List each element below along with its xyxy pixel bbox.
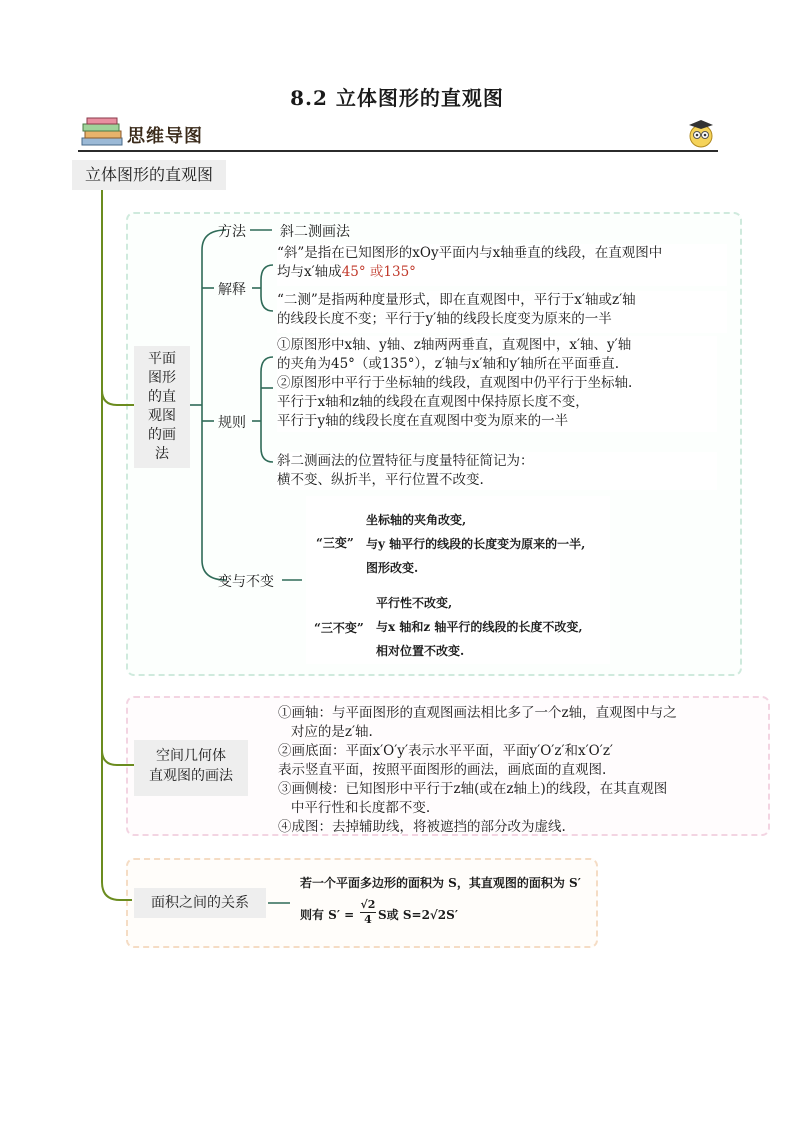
area-line2-rest: S或 S=2√2S′ — [378, 908, 458, 922]
three-nochange-item: 与x 轴和z 轴平行的线段的长度不改变, — [376, 620, 583, 634]
node-line: 法 — [155, 446, 169, 462]
text-line: 平行于y轴的线段长度在直观图中变为原来的一半 — [277, 413, 569, 429]
text-line: 横不变、纵折半，平行位置不改变. — [277, 472, 484, 488]
text-line: “二测”是指两种度量形式，即在直观图中，平行于x′轴或z′轴 — [277, 292, 636, 308]
node-line: 的画 — [148, 427, 176, 443]
rules-label: 规则 — [218, 415, 246, 431]
change-label: 变与不变 — [218, 574, 274, 590]
highlight-angle: 45° 或135° — [341, 264, 416, 280]
three-change-item: 坐标轴的夹角改变, — [366, 513, 467, 527]
explain-label: 解释 — [218, 282, 246, 298]
three-change-item: 图形改变. — [366, 561, 419, 575]
three-change-label: “三变” — [316, 536, 354, 550]
text-line: 平行于x轴和z轴的线段在直观图中保持原长度不变， — [277, 394, 589, 410]
page-title: 8.2 立体图形的直观图 — [290, 86, 504, 110]
section-area-node: 面积之间的关系 — [134, 888, 266, 918]
text-line: ①原图形中x轴、y轴、z轴两两垂直，直观图中，x′轴、y′轴 — [277, 337, 632, 353]
three-nochange-item: 相对位置不改变. — [376, 644, 465, 658]
three-nochange-label: “三不变” — [314, 621, 364, 635]
node-line: 空间几何体 — [156, 748, 226, 764]
method-label: 方法 — [218, 224, 246, 240]
fraction-numerator: √2 — [360, 898, 376, 911]
text-line: 斜二测画法的位置特征与度量特征简记为： — [277, 453, 534, 469]
node-line: 的直 — [148, 389, 176, 405]
text-line: ②画底面：平面x′O′y′表示水平平面，平面y′O′z′和x′O′z′ — [278, 743, 613, 759]
text-line: 的线段长度不变；平行于y′轴的线段长度变为原来的一半 — [277, 311, 612, 327]
text-line: 对应的是z′轴. — [278, 724, 373, 740]
method-text: 斜二测画法 — [280, 224, 350, 240]
node-line: 直观图的画法 — [149, 768, 233, 784]
three-nochange-item: 平行性不改变, — [376, 596, 453, 610]
text-line: 的夹角为45°（或135°），z′轴与x′轴和y′轴所在平面垂直. — [277, 356, 620, 372]
text-line: ①画轴：与平面图形的直观图画法相比多了一个z轴，直观图中与之 — [278, 705, 677, 721]
text-line: ②原图形中平行于坐标轴的线段，直观图中仍平行于坐标轴. — [277, 375, 633, 391]
root-node: 立体图形的直观图 — [72, 160, 226, 190]
text-span: 均与x′轴成 — [277, 264, 342, 280]
node-line: 平面 — [148, 351, 176, 367]
text-line: “斜”是指在已知图形的xOy平面内与x轴垂直的线段，在直观图中 — [277, 245, 663, 261]
text-line: ③画侧棱：已知图形中平行于z轴(或在z轴上)的线段，在其直观图 — [278, 781, 668, 797]
text-line: ④成图：去掉辅助线，将被遮挡的部分改为虚线. — [278, 819, 566, 835]
area-line1: 若一个平面多边形的面积为 S，其直观图的面积为 S′ — [300, 876, 581, 890]
text-line: 中平行性和长度都不变. — [278, 800, 431, 816]
three-change-item: 与y 轴平行的线段的长度变为原来的一半, — [366, 537, 586, 551]
node-line: 图形 — [148, 370, 176, 386]
fraction-denominator: 4 — [364, 913, 372, 926]
mindmap-label: 思维导图 — [127, 126, 203, 147]
area-fraction — [360, 898, 376, 927]
text-line: 表示竖直平面，按照平面图形的画法，画底面的直观图. — [278, 762, 607, 778]
area-line2-prefix: 则有 S′ = — [300, 908, 355, 922]
node-line: 观图 — [148, 408, 176, 424]
